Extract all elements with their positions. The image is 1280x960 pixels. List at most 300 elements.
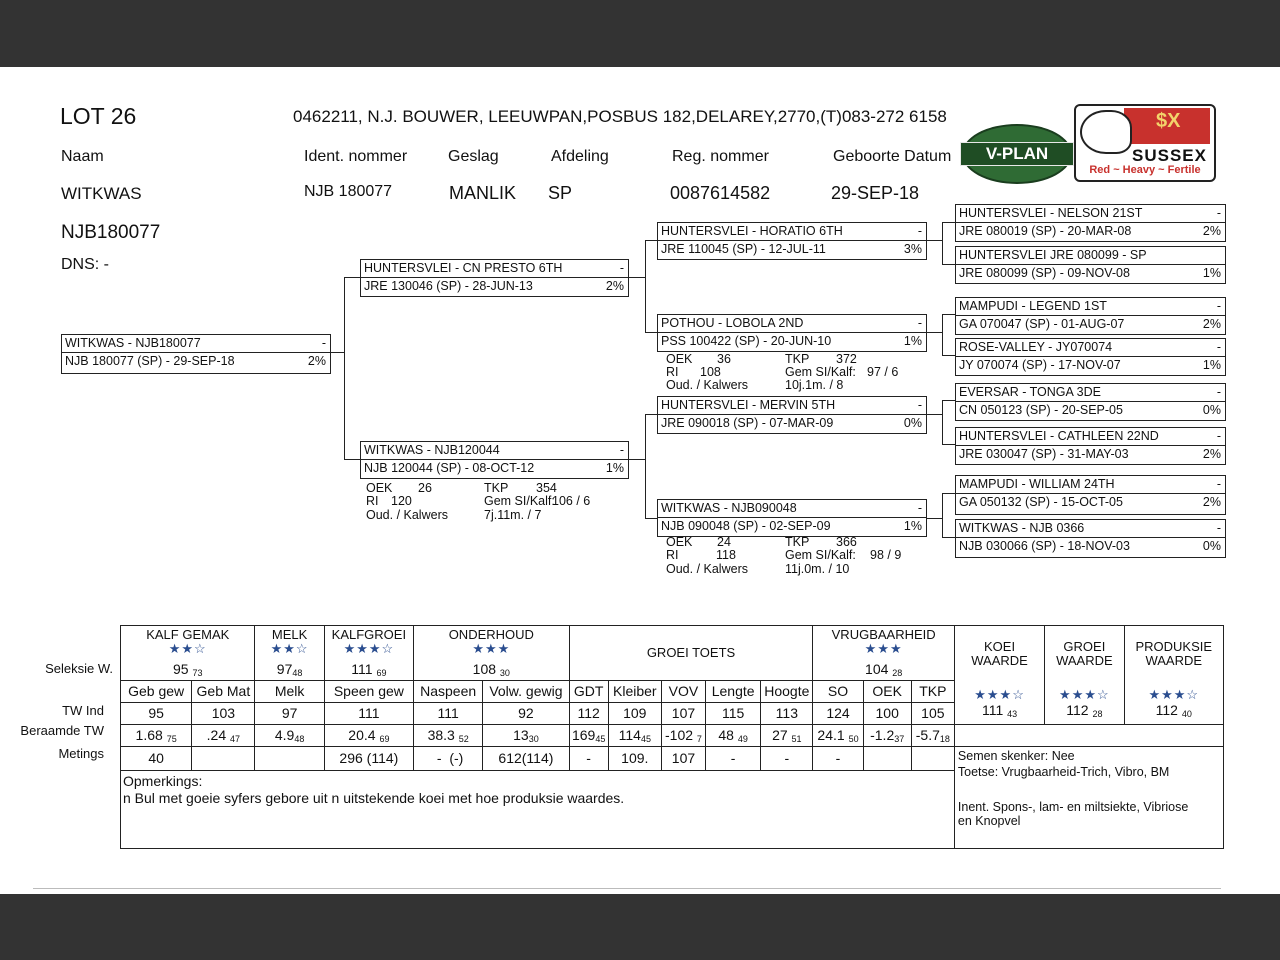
gem-value: 98 / 9	[870, 548, 902, 562]
pedigree-box-divider	[658, 332, 926, 333]
beraamde-sub: 51	[791, 733, 802, 744]
pedigree-g3-8	[955, 519, 1226, 558]
value-reg: 0087614582	[670, 183, 771, 203]
tkp-value: 366	[836, 535, 857, 549]
pedigree-line	[344, 277, 360, 278]
opmerkings-text: n Bul met goeie syfers gebore uit n uitstekende koei met hoe produksie waardes.	[123, 789, 625, 806]
pedigree-name: WITKWAS - NJB120044	[364, 443, 500, 457]
pedigree-reg: GA 070047 (SP) - 01-AUG-07	[959, 317, 1125, 331]
pedigree-line	[645, 414, 646, 519]
row-label-seleksie: Seleksie W.	[45, 661, 113, 676]
top-bar	[0, 0, 1280, 67]
group-vrugbaarheid-label: VRUGBAARHEID	[831, 627, 936, 643]
pedigree-flag: -	[1216, 340, 1221, 354]
column-header: Naspeen	[414, 680, 483, 702]
beraamde-value: 13	[513, 726, 529, 743]
seleksie-value: 108	[472, 660, 497, 677]
pedigree-line	[645, 240, 646, 333]
waarde-value: 112	[1155, 702, 1178, 719]
pedigree-name: HUNTERSVLEI - HORATIO 6TH	[661, 224, 843, 238]
pedigree-pct: 1%	[903, 519, 922, 533]
sussex-logo-tagline: Red ~ Heavy ~ Fertile	[1089, 164, 1201, 176]
pedigree-line	[344, 459, 360, 460]
lot-number: LOT 26	[60, 103, 137, 129]
table-metings-row	[121, 746, 1224, 770]
twind-cell: 112	[569, 702, 608, 724]
pedigree-reg: NJB 180077 (SP) - 29-SEP-18	[65, 354, 235, 368]
pedigree-line	[942, 314, 943, 356]
beraamde-value: 27	[772, 726, 788, 743]
seleksie-sub: 48	[292, 667, 303, 678]
column-header: Geb gew	[121, 680, 192, 702]
pedigree-pct: 2%	[1202, 447, 1221, 461]
beraamde-cell	[414, 724, 483, 746]
metings-cell: -	[761, 746, 813, 770]
oek-label: OEK	[366, 481, 393, 495]
beraamde-sub: 45	[595, 733, 606, 744]
pedigree-line	[628, 459, 646, 460]
pedigree-flag: -	[1216, 521, 1221, 535]
group-koei-waarde-label: KOEI WAARDE	[971, 639, 1028, 668]
metings-cell: 612(114)	[483, 746, 569, 770]
value-naam: WITKWAS	[61, 184, 142, 203]
pedigree-pct: 0%	[1202, 539, 1221, 553]
pedigree-name: HUNTERSVLEI - MERVIN 5TH	[661, 398, 836, 412]
pedigree-line	[926, 518, 943, 519]
value-afdeling: SP	[548, 183, 573, 203]
beraamde-value: 169	[571, 726, 596, 743]
ri-value: 118	[716, 548, 736, 562]
tkp-value: 372	[836, 352, 857, 366]
pedigree-line	[628, 277, 646, 278]
beraamde-cell	[569, 724, 608, 746]
twind-cell: 111	[324, 702, 413, 724]
pedigree-line	[645, 332, 657, 333]
health-notes	[954, 746, 1223, 848]
pedigree-reg: JRE 110045 (SP) - 12-JUL-11	[661, 242, 826, 256]
star-rating-icon: ★★★☆	[974, 687, 1025, 703]
semen-skenker: Semen skenker: Nee	[957, 748, 1075, 763]
gem-value: 97 / 6	[867, 365, 899, 379]
value-ident: NJB 180077	[304, 183, 393, 200]
table-header-row	[121, 626, 1224, 659]
oud-value: 10j.1m. / 8	[785, 378, 844, 392]
metings-cell	[192, 746, 255, 770]
value-geboorte: 29-SEP-18	[831, 183, 920, 203]
seleksie-sub: 28	[892, 667, 903, 678]
metings-cell: - (-)	[414, 746, 483, 770]
beraamde-sub: 37	[894, 733, 905, 744]
pedigree-box-divider	[956, 493, 1225, 494]
star-rating-icon: ★★★☆	[1148, 687, 1200, 703]
metings-cell: -	[813, 746, 863, 770]
star-rating-icon: ★★☆	[168, 641, 207, 657]
pedigree-dam	[360, 441, 629, 479]
column-header: SO	[813, 680, 863, 702]
pedigree-g3-4	[955, 338, 1226, 376]
pedigree-line	[942, 355, 955, 356]
pedigree-dam-dam	[657, 499, 927, 537]
seleksie-sub: 73	[192, 667, 203, 678]
twind-cell: 109	[608, 702, 661, 724]
column-header: Geb Mat	[192, 680, 255, 702]
group-kalfgroei-label: KALFGROEI	[331, 627, 407, 643]
pedigree-flag: -	[1216, 429, 1221, 443]
pedigree-name: HUNTERSVLEI - CATHLEEN 22ND	[959, 429, 1159, 443]
toetse: Toetse: Vrugbaarheid-Trich, Vibro, BM	[957, 764, 1170, 779]
pedigree-sire-sire	[657, 222, 927, 260]
waarde-value: 111	[981, 702, 1004, 719]
column-header: Lengte	[706, 680, 761, 702]
pedigree-pct: 1%	[1202, 358, 1221, 372]
pedigree-pct: 0%	[903, 416, 922, 430]
twind-koei-waarde	[954, 687, 1044, 724]
seleksie-sub: 69	[376, 667, 387, 678]
gem-label: Gem SI/Kalf:	[785, 365, 856, 379]
group-groei-toets: GROEI TOETS	[569, 626, 813, 681]
pedigree-flag: -	[1216, 206, 1221, 220]
tkp-label: TKP	[785, 352, 810, 366]
pedigree-flag: -	[1216, 477, 1221, 491]
pedigree-reg: GA 050132 (SP) - 15-OCT-05	[959, 495, 1123, 509]
beraamde-sub: 7	[696, 733, 702, 744]
pedigree-box-divider	[956, 222, 1225, 223]
pedigree-box-divider	[658, 517, 926, 518]
twind-cell: 113	[761, 702, 813, 724]
pedigree-line	[942, 537, 955, 538]
pedigree-box-divider	[658, 240, 926, 241]
group-kalf-gemak	[121, 626, 255, 659]
tkp-label: TKP	[484, 481, 509, 495]
oek-value: 24	[717, 535, 731, 549]
row-label-beraamde: Beraamde TW	[20, 723, 104, 738]
beraamde-sub: 30	[528, 733, 539, 744]
gem-value: 106 / 6	[552, 494, 591, 508]
group-vrugbaarheid	[813, 626, 954, 659]
tkp-label: TKP	[785, 535, 810, 549]
pedigree-subject	[61, 334, 331, 374]
pedigree-line	[645, 414, 657, 415]
pedigree-pct: 3%	[903, 242, 922, 256]
pedigree-box-divider	[956, 264, 1225, 265]
beraamde-cell	[761, 724, 813, 746]
beraamde-cell	[324, 724, 413, 746]
pedigree-box-divider	[956, 315, 1225, 316]
pedigree-name: HUNTERSVLEI - NELSON 21ST	[959, 206, 1143, 220]
group-kalfgroei	[324, 626, 413, 659]
performance-table	[120, 625, 1224, 849]
ri-value: 120	[391, 494, 412, 508]
pedigree-sire	[360, 259, 629, 297]
pedigree-box-divider	[658, 414, 926, 415]
value-geslag: MANLIK	[449, 183, 517, 203]
inent-line-1: Inent. Spons-, lam- en miltsiekte, Vibriose	[957, 799, 1189, 814]
seleksie-value: 104	[865, 660, 889, 677]
group-melk	[255, 626, 324, 659]
pedigree-line	[645, 518, 657, 519]
seleksie-value: 111	[351, 660, 373, 677]
bull-head-icon	[1080, 110, 1132, 154]
health-notes-spacer	[958, 780, 1220, 800]
bottom-bar	[0, 894, 1280, 960]
twind-cell: 107	[661, 702, 705, 724]
pedigree-box-divider	[956, 445, 1225, 446]
column-header: Hoogte	[761, 680, 813, 702]
beraamde-sub: 47	[230, 733, 241, 744]
pedigree-pct: 2%	[1202, 317, 1221, 331]
seleksie-melk	[255, 659, 324, 681]
beraamde-sub: 48	[294, 733, 305, 744]
pedigree-reg: JRE 130046 (SP) - 28-JUN-13	[364, 279, 533, 293]
star-rating-icon: ★★★	[472, 641, 511, 657]
pedigree-line	[942, 222, 943, 265]
pedigree-line	[942, 314, 955, 315]
waarde-sub: 40	[1181, 709, 1192, 720]
column-header: Speen gew	[324, 680, 413, 702]
pedigree-reg: JRE 080019 (SP) - 20-MAR-08	[959, 224, 1132, 238]
gem-label: Gem SI/Kalf:	[484, 494, 555, 508]
seleksie-onderhoud	[414, 659, 570, 681]
twind-cell: 97	[255, 702, 324, 724]
column-header: VOV	[661, 680, 705, 702]
twind-groei-waarde	[1045, 687, 1124, 724]
pedigree-name: WITKWAS - NJB180077	[65, 336, 201, 350]
metings-cell: -	[569, 746, 608, 770]
column-header: TKP	[911, 680, 954, 702]
beraamde-sub: 49	[737, 733, 748, 744]
pedigree-box-divider	[361, 277, 628, 278]
metings-cell	[911, 746, 954, 770]
metings-cell	[863, 746, 911, 770]
pedigree-g3-7	[955, 475, 1226, 515]
group-onderhoud	[414, 626, 570, 659]
pedigree-reg: JRE 030047 (SP) - 31-MAY-03	[959, 447, 1129, 461]
beraamde-sub: 69	[379, 733, 390, 744]
beraamde-cell	[192, 724, 255, 746]
pedigree-box-divider	[956, 401, 1225, 402]
waarde-sub: 43	[1007, 709, 1018, 720]
twind-cell: 111	[414, 702, 483, 724]
pedigree-line	[942, 493, 943, 538]
dns: DNS: -	[61, 256, 109, 273]
pedigree-box-divider	[956, 537, 1225, 538]
label-ident: Ident. nommer	[304, 148, 408, 165]
ri-value: 108	[700, 365, 721, 379]
twind-cell: 103	[192, 702, 255, 724]
twind-cell: 100	[863, 702, 911, 724]
dam-dam-performance-info	[666, 535, 936, 577]
pedigree-flag: -	[619, 443, 624, 457]
beraamde-cell	[661, 724, 705, 746]
opmerkings-label: Opmerkings:	[123, 772, 203, 789]
sussex-logo-name: SUSSEX	[1132, 146, 1207, 165]
waarde-value: 112	[1066, 702, 1089, 719]
vplan-logo	[962, 124, 1072, 184]
pedigree-pct: 2%	[1202, 224, 1221, 238]
pedigree-name: MAMPUDI - LEGEND 1ST	[959, 299, 1107, 313]
dam-performance-info	[366, 481, 636, 525]
twind-cell: 105	[911, 702, 954, 724]
pedigree-line	[942, 400, 943, 445]
beraamde-value: 1.68	[135, 726, 163, 743]
beraamde-value: 48	[718, 726, 734, 743]
sire-dam-performance-info	[666, 352, 936, 394]
pedigree-name: WITKWAS - NJB 0366	[959, 521, 1085, 535]
pedigree-line	[645, 240, 657, 241]
pedigree-pct: 1%	[903, 334, 922, 348]
pedigree-name: ROSE-VALLEY - JY070074	[959, 340, 1113, 354]
beraamde-cell	[608, 724, 661, 746]
animal-id: NJB180077	[61, 222, 161, 243]
beraamde-value: -102	[665, 726, 694, 743]
metings-cell: 296 (114)	[324, 746, 413, 770]
ri-label: RI	[666, 365, 679, 379]
pedigree-g3-2	[955, 246, 1226, 284]
pedigree-pct: 2%	[605, 279, 624, 293]
pedigree-box-divider	[361, 459, 628, 460]
tkp-value: 354	[536, 481, 557, 495]
row-label-metings: Metings	[58, 746, 104, 761]
oud-value: 7j.11m. / 7	[484, 508, 542, 522]
pedigree-sire-dam	[657, 314, 927, 352]
group-kalf-gemak-label: KALF GEMAK	[146, 627, 230, 643]
pedigree-name: EVERSAR - TONGA 3DE	[959, 385, 1101, 399]
pedigree-g3-3	[955, 297, 1226, 335]
pedigree-line	[942, 264, 955, 265]
beraamde-sub: 18	[939, 733, 950, 744]
sussex-logo	[1074, 104, 1216, 182]
star-rating-icon: ★★★☆	[343, 641, 395, 657]
pedigree-flag: -	[321, 336, 326, 350]
pedigree-name: HUNTERSVLEI JRE 080099 - SP	[959, 248, 1147, 262]
pedigree-flag: -	[917, 398, 922, 412]
pedigree-name: MAMPUDI - WILLIAM 24TH	[959, 477, 1115, 491]
seleksie-kalfgroei	[324, 659, 413, 681]
group-melk-label: MELK	[271, 627, 308, 643]
pedigree-pct: 2%	[307, 354, 326, 368]
pedigree-reg: CN 050123 (SP) - 20-SEP-05	[959, 403, 1123, 417]
label-geboorte: Geboorte Datum	[833, 148, 952, 165]
pedigree-flag: -	[1216, 299, 1221, 313]
beraamde-value: 4.9	[274, 726, 295, 743]
row-label-twind: TW Ind	[62, 703, 104, 718]
sussex-logo-sx: $X	[1156, 110, 1181, 132]
column-header: OEK	[863, 680, 911, 702]
seleksie-vrugbaarheid	[813, 659, 954, 681]
beraamde-value: 114	[618, 726, 641, 743]
waarde-sub: 28	[1092, 709, 1103, 720]
pedigree-box-divider	[956, 356, 1225, 357]
owner-info: 0462211, N.J. BOUWER, LEEUWPAN,POSBUS 182,DELAREY,2770,(T)083-272 6158	[293, 107, 947, 126]
pedigree-line	[926, 414, 943, 415]
star-rating-icon: ★★★	[864, 641, 903, 657]
pedigree-pct: 2%	[1202, 495, 1221, 509]
beraamde-sub: 52	[458, 733, 469, 744]
pedigree-line	[330, 352, 345, 353]
gem-label: Gem SI/Kalf:	[785, 548, 856, 562]
beraamde-value: 38.3	[427, 726, 455, 743]
column-header: Volw. gewig	[483, 680, 569, 702]
pedigree-pct: 0%	[1202, 403, 1221, 417]
column-header: Kleiber	[608, 680, 661, 702]
pedigree-line	[942, 222, 955, 223]
twind-cell: 95	[121, 702, 192, 724]
twind-cell: 124	[813, 702, 863, 724]
pedigree-reg: NJB 090048 (SP) - 02-SEP-09	[661, 519, 831, 533]
oud-label: Oud. / Kalwers	[666, 562, 748, 576]
pedigree-reg: NJB 120044 (SP) - 08-OCT-12	[364, 461, 535, 475]
pedigree-reg: NJB 030066 (SP) - 18-NOV-03	[959, 539, 1130, 553]
table-twind-row	[121, 702, 1224, 724]
pedigree-pct: 1%	[1202, 266, 1221, 280]
table-beraamde-row	[121, 724, 1224, 746]
group-onderhoud-label: ONDERHOUD	[448, 627, 534, 643]
pedigree-g3-6	[955, 427, 1226, 465]
beraamde-cell	[706, 724, 761, 746]
beraamde-cell	[255, 724, 324, 746]
pedigree-name: WITKWAS - NJB090048	[661, 501, 797, 515]
oek-label: OEK	[666, 352, 693, 366]
vplan-logo-text: V-PLAN	[960, 142, 1074, 166]
pedigree-name: HUNTERSVLEI - CN PRESTO 6TH	[364, 261, 563, 275]
star-rating-icon: ★★★☆	[1059, 687, 1110, 703]
pedigree-line	[942, 400, 955, 401]
metings-cell	[255, 746, 324, 770]
seleksie-value: 97	[276, 660, 293, 677]
pedigree-flag: -	[917, 224, 922, 238]
pedigree-dam-sire	[657, 396, 927, 434]
pedigree-line	[926, 332, 943, 333]
beraamde-cell	[813, 724, 863, 746]
seleksie-value: 95	[173, 660, 189, 677]
beraamde-value: -1.2	[870, 726, 895, 743]
beraamde-waarde-empty	[954, 724, 1223, 746]
pedigree-reg: JY 070074 (SP) - 17-NOV-07	[959, 358, 1121, 372]
ri-label: RI	[666, 548, 679, 562]
label-geslag: Geslag	[448, 148, 499, 165]
beraamde-value: 20.4	[348, 726, 376, 743]
inent-line-2: en Knopvel	[957, 813, 1021, 828]
metings-cell: 40	[121, 746, 192, 770]
pedigree-reg: PSS 100422 (SP) - 20-JUN-10	[661, 334, 832, 348]
ri-label: RI	[366, 494, 379, 508]
oek-label: OEK	[666, 535, 693, 549]
pedigree-line	[344, 277, 345, 460]
pedigree-g3-1	[955, 204, 1226, 242]
metings-cell: 107	[661, 746, 705, 770]
pedigree-reg: JRE 090018 (SP) - 07-MAR-09	[661, 416, 834, 430]
pedigree-reg: JRE 080099 (SP) - 09-NOV-08	[959, 266, 1130, 280]
seleksie-sub: 30	[499, 667, 510, 678]
pedigree-pct: 1%	[605, 461, 624, 475]
twind-cell: 115	[706, 702, 761, 724]
beraamde-cell	[911, 724, 954, 746]
metings-cell: 109.	[608, 746, 661, 770]
footer-divider	[33, 888, 1221, 889]
beraamde-cell	[863, 724, 911, 746]
oek-value: 36	[717, 352, 731, 366]
oud-label: Oud. / Kalwers	[666, 378, 748, 392]
column-header: GDT	[569, 680, 608, 702]
pedigree-flag: -	[619, 261, 624, 275]
pedigree-name: POTHOU - LOBOLA 2ND	[661, 316, 804, 330]
metings-cell: -	[706, 746, 761, 770]
beraamde-cell	[483, 724, 569, 746]
seleksie-kalf-gemak	[121, 659, 255, 681]
beraamde-sub: 45	[640, 733, 651, 744]
beraamde-value: -5.7	[915, 726, 940, 743]
pedigree-flag: -	[917, 316, 922, 330]
